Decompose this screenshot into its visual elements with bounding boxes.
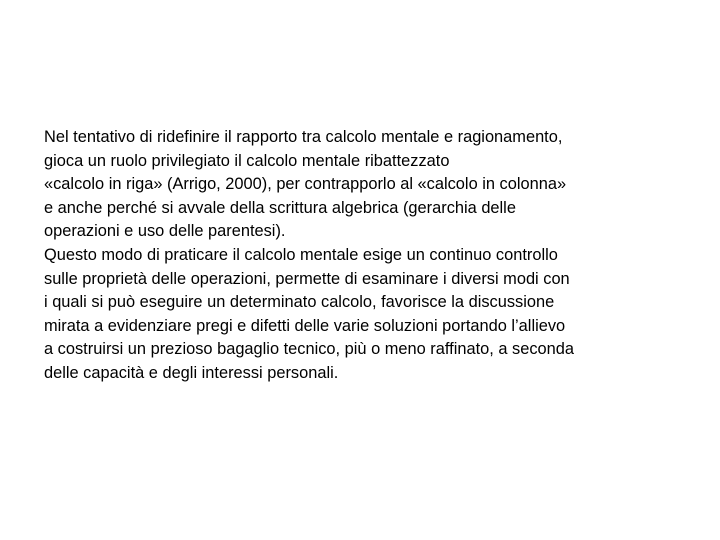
text-line: e anche perché si avvale della scrittura algebrica (gerarchia delle <box>44 198 516 217</box>
text-line: operazioni e uso delle parentesi). <box>44 222 286 241</box>
text-line: Questo modo di praticare il calcolo mentale esige un continuo controllo <box>44 245 558 264</box>
text-line: sulle proprietà delle operazioni, permette di esaminare i diversi modi con <box>44 269 570 288</box>
text-line: delle capacità e degli interessi personali. <box>44 363 339 382</box>
text-line: gioca un ruolo privilegiato il calcolo mentale ribattezzato <box>44 151 450 170</box>
text-line: i quali si può eseguire un determinato calcolo, favorisce la discussione <box>44 293 555 312</box>
text-line: mirata a evidenziare pregi e difetti delle varie soluzioni portando l’allievo <box>44 316 566 335</box>
text-line: a costruirsi un prezioso bagaglio tecnico, più o meno raffinato, a seconda <box>44 340 574 359</box>
text-line: «calcolo in riga» (Arrigo, 2000), per contrapporlo al «calcolo in colonna» <box>44 175 567 194</box>
text-line: Nel tentativo di ridefinire il rapporto tra calcolo mentale e ragionamento, <box>44 128 563 146</box>
body-text <box>44 126 714 386</box>
